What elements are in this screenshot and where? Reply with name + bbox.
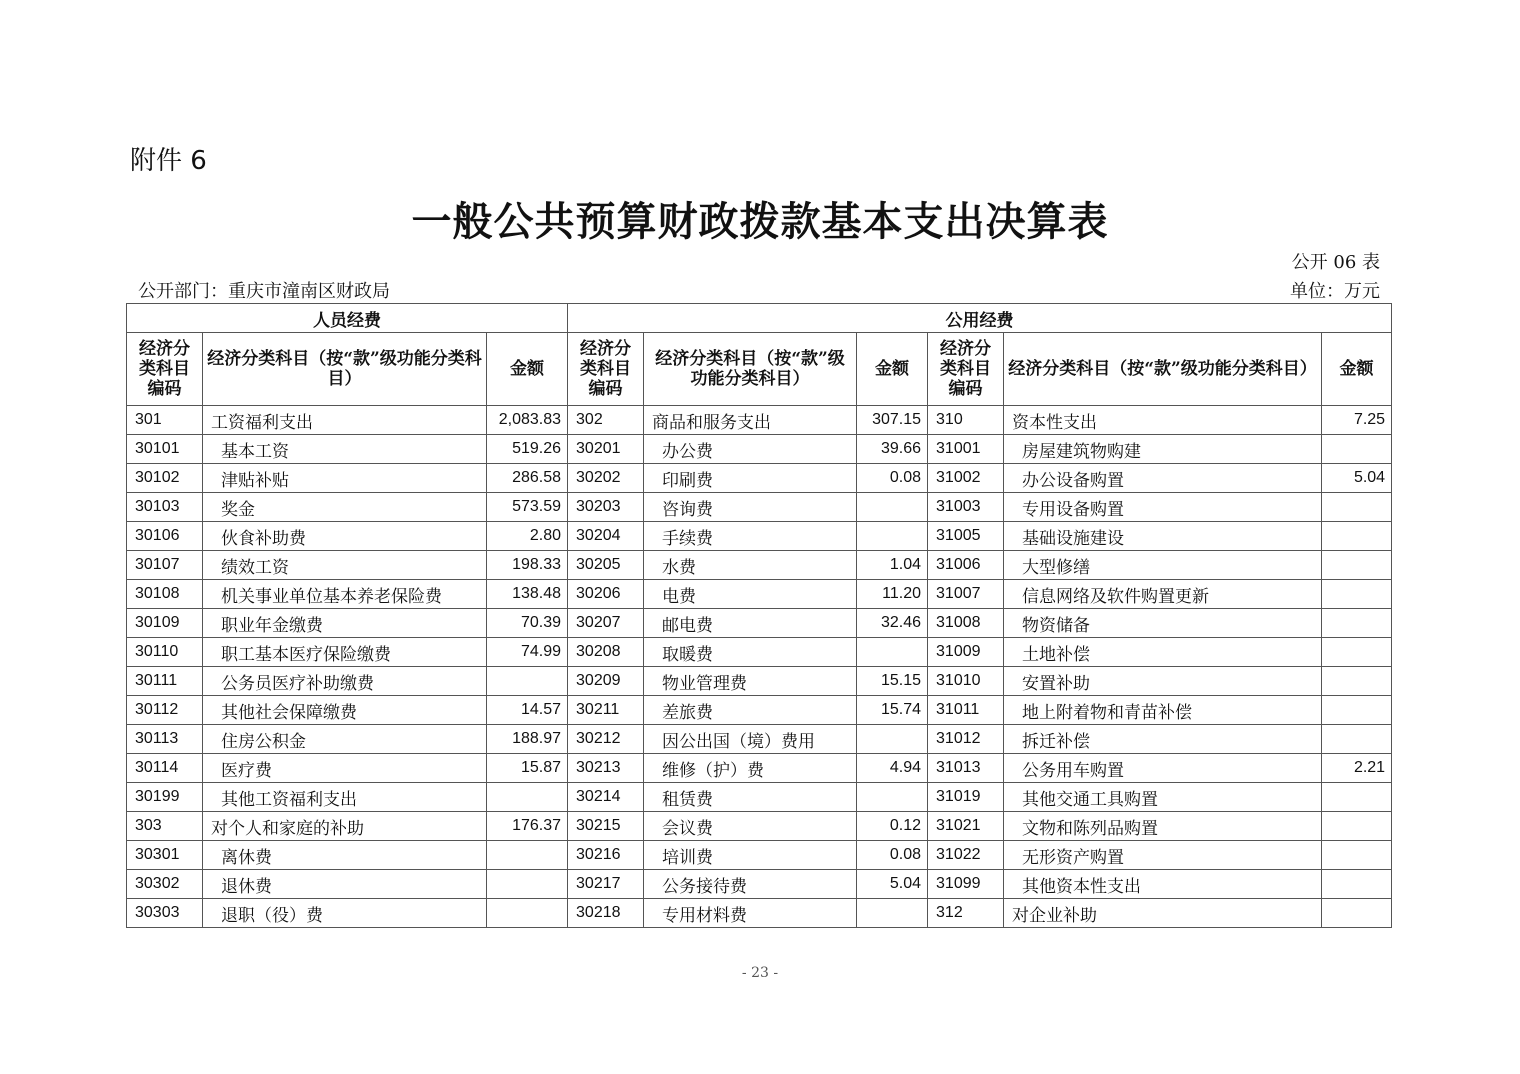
- cell-amount: 138.48: [487, 580, 568, 609]
- cell-name: 工资福利支出: [203, 406, 487, 435]
- cell-amount: [857, 899, 928, 928]
- cell-code: 30303: [127, 899, 203, 928]
- cell-amount: [1322, 841, 1392, 870]
- cell-amount: [487, 667, 568, 696]
- header-amount: 金额: [1322, 333, 1392, 406]
- cell-amount: [1322, 638, 1392, 667]
- table-row: [127, 464, 1392, 493]
- cell-name: 取暖费: [644, 638, 857, 667]
- table-row: [127, 406, 1392, 435]
- cell-name: 伙食补助费: [203, 522, 487, 551]
- cell-name: 基本工资: [203, 435, 487, 464]
- cell-amount: [487, 783, 568, 812]
- cell-code: 312: [928, 899, 1004, 928]
- cell-amount: [857, 522, 928, 551]
- table-row: [127, 696, 1392, 725]
- table-row: [127, 783, 1392, 812]
- cell-amount: [1322, 812, 1392, 841]
- cell-amount: [487, 870, 568, 899]
- cell-name: 退休费: [203, 870, 487, 899]
- cell-code: 31008: [928, 609, 1004, 638]
- page-number: - 23 -: [741, 965, 779, 981]
- cell-name: 公务用车购置: [1004, 754, 1322, 783]
- cell-amount: 39.66: [857, 435, 928, 464]
- cell-code: 30103: [127, 493, 203, 522]
- cell-name: 津贴补贴: [203, 464, 487, 493]
- cell-amount: [1322, 580, 1392, 609]
- cell-name: 其他工资福利支出: [203, 783, 487, 812]
- cell-name: 医疗费: [203, 754, 487, 783]
- cell-amount: 0.08: [857, 464, 928, 493]
- cell-amount: [1322, 493, 1392, 522]
- cell-code: 30110: [127, 638, 203, 667]
- cell-amount: 519.26: [487, 435, 568, 464]
- cell-code: 31003: [928, 493, 1004, 522]
- table-row: [127, 754, 1392, 783]
- cell-name: 办公设备购置: [1004, 464, 1322, 493]
- cell-code: 30215: [568, 812, 644, 841]
- section-public: 公用经费: [568, 304, 1392, 333]
- cell-code: 31007: [928, 580, 1004, 609]
- cell-code: 30218: [568, 899, 644, 928]
- cell-code: 30213: [568, 754, 644, 783]
- cell-name: 专用材料费: [644, 899, 857, 928]
- header-amount: 金额: [487, 333, 568, 406]
- cell-code: 31006: [928, 551, 1004, 580]
- cell-code: 30209: [568, 667, 644, 696]
- cell-amount: [1322, 870, 1392, 899]
- cell-code: 30199: [127, 783, 203, 812]
- cell-amount: 14.57: [487, 696, 568, 725]
- cell-code: 302: [568, 406, 644, 435]
- cell-name: 职业年金缴费: [203, 609, 487, 638]
- table-row: [127, 609, 1392, 638]
- cell-amount: [1322, 783, 1392, 812]
- header-name: 经济分类科目（按“款”级功能分类科目）: [644, 333, 857, 406]
- header-code: 经济分类科目编码: [127, 333, 203, 406]
- cell-code: 30214: [568, 783, 644, 812]
- cell-amount: 0.08: [857, 841, 928, 870]
- cell-name: 维修（护）费: [644, 754, 857, 783]
- cell-name: 机关事业单位基本养老保险费: [203, 580, 487, 609]
- table-row: [127, 638, 1392, 667]
- header-code: 经济分类科目编码: [928, 333, 1004, 406]
- cell-name: 公务接待费: [644, 870, 857, 899]
- cell-name: 文物和陈列品购置: [1004, 812, 1322, 841]
- cell-name: 公务员医疗补助缴费: [203, 667, 487, 696]
- table-body: [127, 406, 1392, 928]
- cell-code: 30206: [568, 580, 644, 609]
- cell-code: 30106: [127, 522, 203, 551]
- cell-code: 31001: [928, 435, 1004, 464]
- cell-code: 31011: [928, 696, 1004, 725]
- cell-name: 水费: [644, 551, 857, 580]
- cell-amount: 1.04: [857, 551, 928, 580]
- cell-name: 拆迁补偿: [1004, 725, 1322, 754]
- header-code: 经济分类科目编码: [568, 333, 644, 406]
- cell-code: 30113: [127, 725, 203, 754]
- cell-amount: 5.04: [857, 870, 928, 899]
- cell-amount: 11.20: [857, 580, 928, 609]
- cell-name: 资本性支出: [1004, 406, 1322, 435]
- cell-amount: [487, 841, 568, 870]
- cell-code: 30111: [127, 667, 203, 696]
- cell-code: 30208: [568, 638, 644, 667]
- cell-code: 301: [127, 406, 203, 435]
- department-label: 公开部门：重庆市潼南区财政局: [138, 281, 390, 302]
- cell-amount: [857, 783, 928, 812]
- cell-amount: [1322, 725, 1392, 754]
- cell-code: 30204: [568, 522, 644, 551]
- cell-code: 31013: [928, 754, 1004, 783]
- cell-amount: 15.74: [857, 696, 928, 725]
- cell-amount: 74.99: [487, 638, 568, 667]
- cell-name: 土地补偿: [1004, 638, 1322, 667]
- cell-code: 30108: [127, 580, 203, 609]
- cell-amount: 307.15: [857, 406, 928, 435]
- cell-amount: 0.12: [857, 812, 928, 841]
- cell-amount: 2.80: [487, 522, 568, 551]
- cell-name: 其他资本性支出: [1004, 870, 1322, 899]
- cell-name: 无形资产购置: [1004, 841, 1322, 870]
- attachment-label: 附件 6: [130, 146, 207, 176]
- cell-amount: 15.87: [487, 754, 568, 783]
- unit-label: 单位：万元: [1290, 281, 1380, 302]
- cell-amount: 5.04: [1322, 464, 1392, 493]
- cell-code: 30114: [127, 754, 203, 783]
- cell-name: 基础设施建设: [1004, 522, 1322, 551]
- cell-code: 31002: [928, 464, 1004, 493]
- cell-amount: [1322, 435, 1392, 464]
- cell-amount: [1322, 899, 1392, 928]
- table-row: [127, 493, 1392, 522]
- cell-name: 房屋建筑物购建: [1004, 435, 1322, 464]
- cell-name: 离休费: [203, 841, 487, 870]
- cell-amount: 188.97: [487, 725, 568, 754]
- cell-name: 专用设备购置: [1004, 493, 1322, 522]
- cell-amount: 2.21: [1322, 754, 1392, 783]
- cell-code: 31012: [928, 725, 1004, 754]
- cell-code: 30302: [127, 870, 203, 899]
- cell-name: 地上附着物和青苗补偿: [1004, 696, 1322, 725]
- table-row: [127, 435, 1392, 464]
- cell-code: 30211: [568, 696, 644, 725]
- cell-amount: 286.58: [487, 464, 568, 493]
- cell-code: 30217: [568, 870, 644, 899]
- header-name: 经济分类科目（按“款”级功能分类科目）: [203, 333, 487, 406]
- cell-code: 31022: [928, 841, 1004, 870]
- cell-amount: 573.59: [487, 493, 568, 522]
- expenditure-table: [126, 303, 1392, 928]
- cell-name: 大型修缮: [1004, 551, 1322, 580]
- cell-code: 30202: [568, 464, 644, 493]
- cell-name: 商品和服务支出: [644, 406, 857, 435]
- table-row: [127, 522, 1392, 551]
- cell-code: 31005: [928, 522, 1004, 551]
- cell-amount: [857, 638, 928, 667]
- cell-code: 30201: [568, 435, 644, 464]
- cell-amount: 198.33: [487, 551, 568, 580]
- cell-name: 物资储备: [1004, 609, 1322, 638]
- cell-code: 31009: [928, 638, 1004, 667]
- table-row: [127, 725, 1392, 754]
- cell-name: 邮电费: [644, 609, 857, 638]
- table-number: 公开 06 表: [1291, 252, 1380, 273]
- table-row: [127, 551, 1392, 580]
- header-amount: 金额: [857, 333, 928, 406]
- cell-amount: 32.46: [857, 609, 928, 638]
- cell-code: 30212: [568, 725, 644, 754]
- cell-amount: [1322, 522, 1392, 551]
- cell-name: 因公出国（境）费用: [644, 725, 857, 754]
- cell-name: 安置补助: [1004, 667, 1322, 696]
- cell-amount: 2,083.83: [487, 406, 568, 435]
- cell-code: 31010: [928, 667, 1004, 696]
- cell-name: 信息网络及软件购置更新: [1004, 580, 1322, 609]
- cell-name: 办公费: [644, 435, 857, 464]
- cell-amount: 4.94: [857, 754, 928, 783]
- cell-code: 310: [928, 406, 1004, 435]
- cell-code: 30207: [568, 609, 644, 638]
- cell-name: 绩效工资: [203, 551, 487, 580]
- cell-amount: 7.25: [1322, 406, 1392, 435]
- cell-code: 30112: [127, 696, 203, 725]
- cell-name: 印刷费: [644, 464, 857, 493]
- cell-code: 30109: [127, 609, 203, 638]
- cell-name: 物业管理费: [644, 667, 857, 696]
- cell-amount: [1322, 696, 1392, 725]
- cell-name: 奖金: [203, 493, 487, 522]
- cell-amount: [857, 725, 928, 754]
- cell-amount: 15.15: [857, 667, 928, 696]
- cell-code: 31099: [928, 870, 1004, 899]
- cell-amount: [1322, 609, 1392, 638]
- cell-name: 其他交通工具购置: [1004, 783, 1322, 812]
- cell-name: 电费: [644, 580, 857, 609]
- cell-amount: [487, 899, 568, 928]
- cell-name: 退职（役）费: [203, 899, 487, 928]
- cell-name: 培训费: [644, 841, 857, 870]
- cell-amount: [1322, 551, 1392, 580]
- cell-code: 31021: [928, 812, 1004, 841]
- cell-code: 30102: [127, 464, 203, 493]
- cell-amount: [857, 493, 928, 522]
- cell-amount: 176.37: [487, 812, 568, 841]
- table-row: [127, 870, 1392, 899]
- section-personnel: 人员经费: [127, 304, 568, 333]
- cell-code: 303: [127, 812, 203, 841]
- table-row: [127, 812, 1392, 841]
- cell-name: 咨询费: [644, 493, 857, 522]
- cell-name: 职工基本医疗保险缴费: [203, 638, 487, 667]
- cell-amount: [1322, 667, 1392, 696]
- cell-code: 30205: [568, 551, 644, 580]
- page-title: 一般公共预算财政拨款基本支出决算表: [411, 198, 1109, 245]
- cell-name: 会议费: [644, 812, 857, 841]
- table-row: [127, 580, 1392, 609]
- cell-code: 30301: [127, 841, 203, 870]
- table-row: [127, 667, 1392, 696]
- cell-amount: 70.39: [487, 609, 568, 638]
- cell-code: 30216: [568, 841, 644, 870]
- cell-name: 对个人和家庭的补助: [203, 812, 487, 841]
- cell-code: 30101: [127, 435, 203, 464]
- header-name: 经济分类科目（按“款”级功能分类科目）: [1004, 333, 1322, 406]
- table-row: [127, 841, 1392, 870]
- cell-name: 其他社会保障缴费: [203, 696, 487, 725]
- cell-name: 住房公积金: [203, 725, 487, 754]
- cell-code: 31019: [928, 783, 1004, 812]
- cell-name: 差旅费: [644, 696, 857, 725]
- table-row: [127, 899, 1392, 928]
- cell-code: 30203: [568, 493, 644, 522]
- cell-name: 对企业补助: [1004, 899, 1322, 928]
- cell-code: 30107: [127, 551, 203, 580]
- cell-name: 手续费: [644, 522, 857, 551]
- cell-name: 租赁费: [644, 783, 857, 812]
